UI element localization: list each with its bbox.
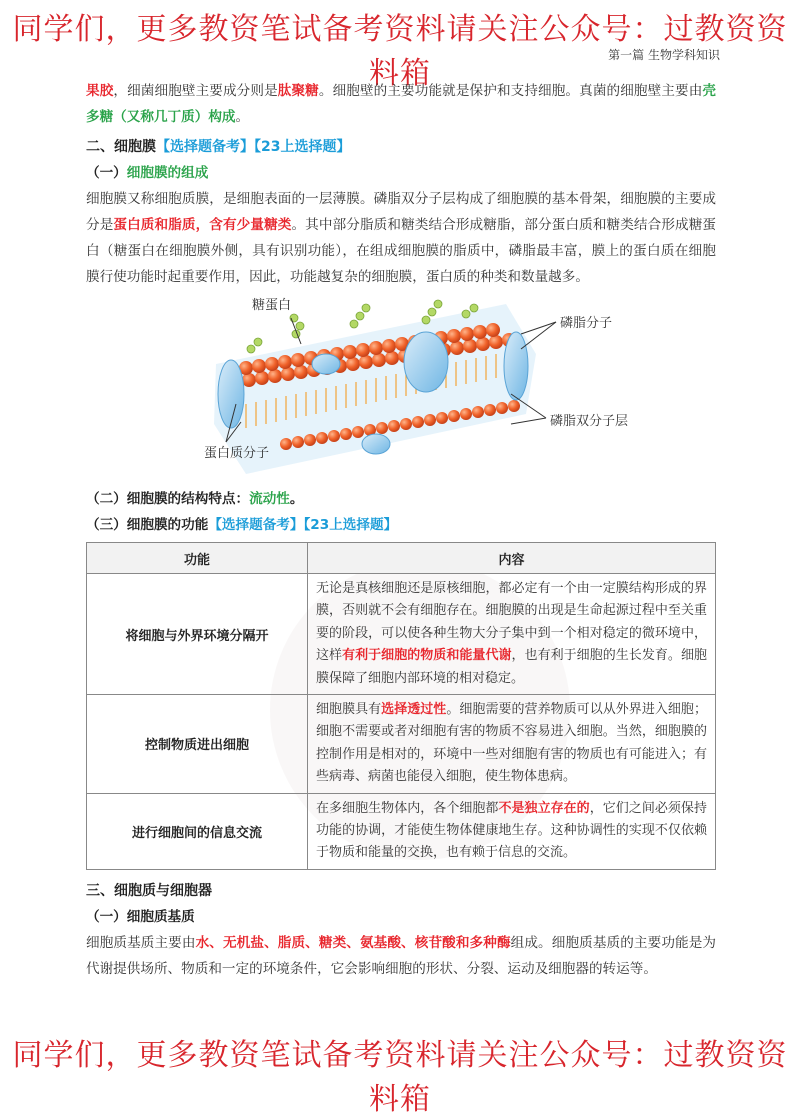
table-header-row (87, 543, 716, 574)
term-pectin: 果胶 (86, 83, 114, 99)
intro-paragraph: 果胶，细菌细胞壁主要成分则是肽聚糖。细胞壁的主要功能就是保护和支持细胞。真菌的细胞壁主要由壳多糖（又称几丁质）构成。 (86, 83, 717, 125)
content-cell: 无论是真核细胞还是原核细胞，都必定有一个由一定膜结构形成的界膜，否则就不会有细胞存在。细胞膜的出现是生命起源过程中至关重要的阶段，可以使各种生物大分子集中到一个相对稳定的微环境中，这样有利于细胞的物质和能量代谢，也有利于细胞的生长发育。细胞膜保障了细胞内部环境的相对稳定。 (308, 574, 716, 695)
term-fluidity: 流动性 (249, 491, 290, 507)
content-cell: 细胞膜具有选择透过性。细胞需要的营养物质可以从外界进入细胞；细胞不需要或者对细胞有害的物质不容易进入细胞。当然，细胞膜的控制作用是相对的，环境中一些对细胞有害的物质也有可能进入；有些病毒、病菌也能侵入细胞，使生物体患病。 (308, 695, 716, 794)
function-cell: 控制物质进出细胞 (87, 695, 308, 794)
table-row (87, 574, 716, 695)
subheading-structure: （二）细胞膜的结构特点：流动性。 (86, 491, 304, 507)
page-content (86, 78, 716, 982)
term-peptidoglycan: 肽聚糖 (277, 83, 319, 99)
table-row (87, 695, 716, 794)
exam-tag: 【选择题备考】【23上选择题】 (156, 139, 351, 155)
label-glycoprotein: 糖蛋白 (252, 298, 292, 313)
term-main-components: 蛋白质和脂质，含有少量糖类 (113, 217, 292, 233)
label-phospholipid: 磷脂分子 (560, 316, 613, 331)
exam-tag: 【选择题备考】【23上选择题】 (208, 517, 398, 533)
label-bilayer: 磷脂双分子层 (550, 414, 629, 429)
term-matrix-components: 水、无机盐、脂质、糖类、氨基酸、核苷酸和多种酶 (195, 934, 511, 951)
running-head: 第一篇 生物学科知识 (608, 48, 720, 62)
subheading-function: （三）细胞膜的功能【选择题备考】【23上选择题】 (86, 517, 398, 533)
subheading-composition: （一）细胞膜的组成 (86, 165, 209, 181)
section-heading-cytoplasm: 三、细胞质与细胞器 (86, 882, 212, 899)
label-protein: 蛋白质分子 (204, 446, 270, 461)
membrane-paragraph: 细胞膜又称细胞质膜，是细胞表面的一层薄膜。磷脂双分子层构成了细胞膜的基本骨架，细胞膜的主要成分是蛋白质和脂质，含有少量糖类。其中部分脂质和糖类结合形成糖脂，部分蛋白质和糖类结合形成糖蛋白（糖蛋白在细胞膜外侧，具有识别功能），在组成细胞膜的脂质中，磷脂最丰富，膜上的蛋白质在细胞膜行使功能时起重要作用，因此，功能越复杂的细胞膜，蛋白质的种类和数量越多。 (86, 191, 717, 285)
table-header-function: 功能 (87, 543, 308, 574)
subheading-matrix: （一）细胞质基质 (86, 908, 195, 925)
term-chitin: 壳多糖（又称几丁质）构成 (86, 83, 717, 125)
membrane-illustration (86, 294, 716, 484)
cytoplasm-paragraph: 细胞质基质主要由水、无机盐、脂质、糖类、氨基酸、核苷酸和多种酶组成。细胞质基质的主要功能是为代谢提供场所、物质和一定的环境条件，它会影响细胞的形状、分裂、运动及细胞器的转运等。 (86, 934, 717, 977)
function-cell: 进行细胞间的信息交流 (87, 793, 308, 869)
bottom-promo-banner: 同学们，更多教资笔试备考资料请关注公众号：过教资资料箱 (12, 1038, 788, 1117)
table-header-content: 内容 (308, 543, 716, 574)
section-heading-membrane: 二、细胞膜【选择题备考】【23上选择题】 (86, 139, 351, 155)
function-table (86, 542, 716, 870)
content-cell: 在多细胞生物体内，各个细胞都不是独立存在的，它们之间必须保持功能的协调，才能使生物体健康地生存。这种协调性的实现不仅依赖于物质和能量的交换，也有赖于信息的交流。 (308, 793, 716, 869)
function-cell: 将细胞与外界环境分隔开 (87, 574, 308, 695)
top-promo-banner: 同学们，更多教资笔试备考资料请关注公众号：过教资资料箱 (12, 12, 788, 91)
table-row (87, 793, 716, 869)
membrane-diagram (86, 294, 716, 484)
